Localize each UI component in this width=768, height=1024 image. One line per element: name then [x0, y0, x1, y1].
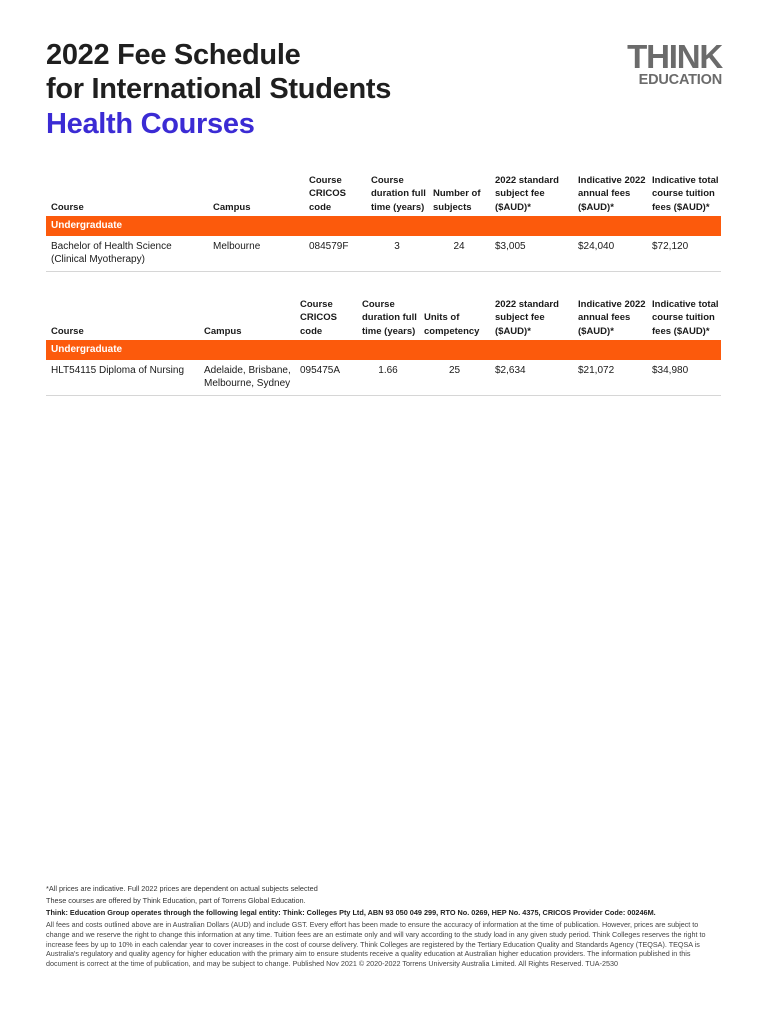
cell-course: Bachelor of Health Science (Clinical Myotherapy): [46, 236, 208, 272]
header-total-fees: Indicative total course tuition fees ($AUD)*: [652, 175, 719, 213]
header-cricos: Course CRICOS code: [309, 175, 346, 213]
header-total-fees: Indicative total course tuition fees ($AUD)*: [652, 299, 719, 337]
cell-total-fees: $72,120: [647, 236, 721, 272]
header-duration: Course duration full time (years): [371, 175, 426, 213]
header-duration: Course duration full time (years): [362, 299, 417, 337]
footnote-disclaimer: All fees and costs outlined above are in Australian Dollars (AUD) and include GST. Every effort has been made to ensure the accuracy of information at the time of publication. However, prices are subject to change and we reserve the right to change this information at any time. Tuition fees are an estimate only and will vary according to the study load in any given study period. Think Colleges reserves the right to increase fees by up to 10% in each calendar year to cover increases in the cost of course delivery. Think Colleges are registered by the Tertiary Education Quality and Standards Agency (TEQSA). TEQSA is Australia's regulatory and quality agency for higher education with the primary aim to ensure students receive a quality education at Australian higher education providers. The information published in this document is correct at the time of publication, and may be subject to change. Published Nov 2021 © 2020-2022 Torrens University Australia Limited. All Rights Reserved. TUA-2530: [46, 920, 706, 969]
page-subtitle: Health Courses: [46, 108, 255, 140]
logo-think-text: THINK: [627, 38, 722, 75]
table-row: [46, 360, 721, 396]
footer-notes: [46, 884, 714, 969]
cell-duration: 3: [366, 236, 428, 272]
logo-education-text: EDUCATION: [638, 72, 722, 88]
cell-campus: Adelaide, Brisbane, Melbourne, Sydney: [199, 360, 295, 396]
header-annual-fees: Indicative 2022 annual fees ($AUD)*: [578, 175, 646, 213]
header-subject-fee: 2022 standard subject fee ($AUD)*: [495, 299, 559, 337]
cell-subject-fee: $3,005: [490, 236, 573, 272]
cell-annual-fees: $21,072: [573, 360, 647, 396]
band-row: [46, 340, 721, 360]
band-undergraduate: Undergraduate: [46, 340, 721, 360]
cell-subjects: 24: [428, 236, 490, 272]
title-block: [46, 38, 391, 141]
page-title-line-1: 2022 Fee Schedule: [46, 39, 301, 71]
cell-cricos: 084579F: [304, 236, 366, 272]
band-row: [46, 216, 721, 236]
header-course: Course: [51, 325, 84, 337]
header-campus: Campus: [204, 325, 242, 337]
cell-campus: Melbourne: [208, 236, 304, 272]
think-education-logo: [627, 38, 722, 88]
cell-cricos: 095475A: [295, 360, 357, 396]
header-cricos: Course CRICOS code: [300, 299, 337, 337]
fee-table-nursing: [46, 298, 721, 396]
header-units: Units of competency: [424, 312, 480, 337]
footnote-legal-entity: Think: Education Group operates through the following legal entity: Think: Colleges Pty Ltd, ABN 93 050 049 299, RTO No. 0269, HEP No. 4375, CRICOS Provider Code: 00246M.: [46, 908, 656, 917]
header-campus: Campus: [213, 201, 251, 213]
footnote-offered-by: These courses are offered by Think Education, part of Torrens Global Education.: [46, 896, 306, 905]
cell-total-fees: $34,980: [647, 360, 721, 396]
band-undergraduate: Undergraduate: [46, 216, 721, 236]
cell-duration: 1.66: [357, 360, 419, 396]
fee-table-myotherapy: [46, 174, 721, 272]
header-annual-fees: Indicative 2022 annual fees ($AUD)*: [578, 299, 646, 337]
footnote-indicative: *All prices are indicative. Full 2022 prices are dependent on actual subjects selected: [46, 884, 318, 893]
table-row: [46, 236, 721, 272]
page-title-line-2: for International Students: [46, 73, 392, 105]
cell-units: 25: [419, 360, 490, 396]
header-subjects: Number of subjects: [433, 188, 481, 213]
cell-annual-fees: $24,040: [573, 236, 647, 272]
cell-subject-fee: $2,634: [490, 360, 573, 396]
cell-course: HLT54115 Diploma of Nursing: [46, 360, 199, 396]
header-course: Course: [51, 201, 84, 213]
header-subject-fee: 2022 standard subject fee ($AUD)*: [495, 175, 559, 213]
table-header-row: [46, 174, 721, 216]
table-header-row: [46, 298, 721, 340]
